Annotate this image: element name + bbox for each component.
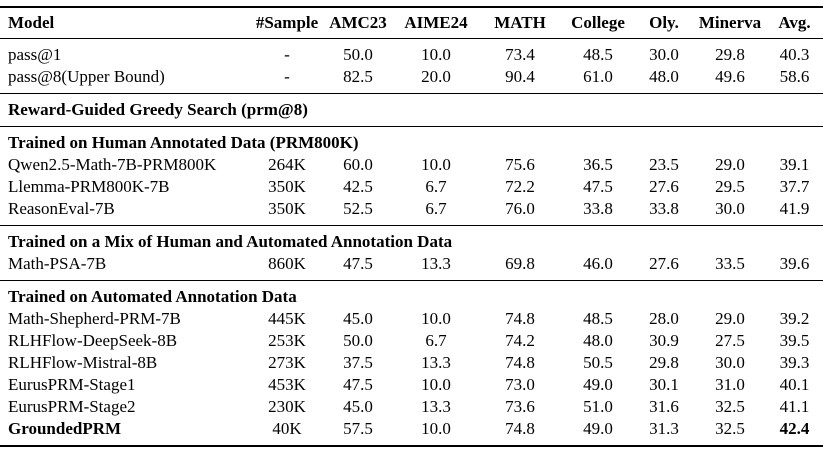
table-row — [0, 330, 823, 352]
score-cell: 10.0 — [421, 309, 451, 328]
section-mixed-annotation — [0, 226, 823, 281]
score-cell: 41.9 — [779, 199, 810, 218]
score-cell: 49.0 — [583, 419, 613, 438]
model-name-cell: Llemma-PRM800K-7B — [8, 177, 170, 196]
score-cell: 47.5 — [343, 375, 373, 394]
score-cell: 29.8 — [715, 45, 745, 64]
score-cell: 82.5 — [343, 67, 373, 86]
score-cell: 29.5 — [715, 177, 745, 196]
score-cell: 52.5 — [343, 199, 373, 218]
score-cell: 41.1 — [779, 397, 810, 416]
model-name-cell: pass@1 — [8, 45, 62, 64]
score-cell: 29.0 — [715, 155, 745, 174]
model-name-cell: GroundedPRM — [8, 419, 122, 438]
score-cell: 49.0 — [583, 375, 613, 394]
model-name-cell: ReasonEval-7B — [8, 199, 115, 218]
sample-count-cell: 860K — [268, 254, 306, 273]
score-cell: 72.2 — [505, 177, 535, 196]
score-cell: 30.0 — [715, 353, 745, 372]
score-cell: 50.0 — [343, 45, 373, 64]
table-row — [0, 352, 823, 374]
score-cell: 39.2 — [779, 309, 810, 328]
section-title-row — [0, 127, 823, 155]
section-automated-annotation — [0, 281, 823, 447]
score-cell: 73.6 — [505, 397, 535, 416]
score-cell: 48.5 — [583, 45, 613, 64]
column-header-sample: #Sample — [255, 13, 319, 32]
score-cell: 57.5 — [343, 419, 373, 438]
section-title-row — [0, 94, 823, 127]
score-cell: 76.0 — [505, 199, 535, 218]
score-cell: 39.5 — [779, 331, 810, 350]
score-cell: 69.8 — [505, 254, 535, 273]
sample-count-cell: 350K — [268, 199, 306, 218]
score-cell: 40.1 — [779, 375, 810, 394]
score-cell: 74.8 — [505, 419, 535, 438]
sample-count-cell: 253K — [268, 331, 306, 350]
sample-count-cell: - — [284, 67, 290, 86]
score-cell: 74.8 — [505, 353, 535, 372]
score-cell: 75.6 — [505, 155, 535, 174]
score-cell: 50.5 — [583, 353, 613, 372]
score-cell: 31.0 — [715, 375, 745, 394]
score-cell: 27.5 — [715, 331, 745, 350]
score-cell: 50.0 — [343, 331, 373, 350]
column-header-college: College — [571, 13, 625, 32]
score-cell: 48.0 — [649, 67, 679, 86]
score-cell: 13.3 — [421, 254, 451, 273]
score-cell: 36.5 — [583, 155, 613, 174]
sample-count-cell: 273K — [268, 353, 306, 372]
table-row — [0, 176, 823, 198]
score-cell: 29.0 — [715, 309, 745, 328]
score-cell: 30.0 — [715, 199, 745, 218]
score-cell: 13.3 — [421, 353, 451, 372]
score-cell: 30.9 — [649, 331, 679, 350]
column-header-aime24: AIME24 — [404, 13, 468, 32]
score-cell: 40.3 — [779, 45, 810, 64]
score-cell: 27.6 — [649, 254, 679, 273]
model-name-cell: Math-PSA-7B — [8, 254, 107, 273]
model-name-cell: Qwen2.5-Math-7B-PRM800K — [8, 155, 217, 174]
header-row — [0, 7, 823, 39]
column-header-oly: Oly. — [649, 13, 679, 32]
score-cell: 74.2 — [505, 331, 535, 350]
score-cell: 51.0 — [583, 397, 613, 416]
score-cell: 33.8 — [583, 199, 613, 218]
table-row — [0, 374, 823, 396]
score-cell: 33.8 — [649, 199, 679, 218]
score-cell: 6.7 — [425, 199, 447, 218]
score-cell: 42.5 — [343, 177, 373, 196]
model-name-cell: Math-Shepherd-PRM-7B — [8, 309, 181, 328]
score-cell: 30.1 — [649, 375, 679, 394]
score-cell: 48.0 — [583, 331, 613, 350]
score-cell: 46.0 — [583, 254, 613, 273]
sample-count-cell: 40K — [272, 419, 302, 438]
score-cell: 90.4 — [505, 67, 535, 86]
score-cell: 73.4 — [505, 45, 535, 64]
model-name-cell: EurusPRM-Stage2 — [8, 397, 136, 416]
column-header-amc23: AMC23 — [329, 13, 387, 32]
score-cell: 45.0 — [343, 397, 373, 416]
table-row — [0, 198, 823, 226]
baseline-section — [0, 39, 823, 94]
table-row — [0, 418, 823, 446]
score-cell: 6.7 — [425, 331, 447, 350]
score-cell: 39.3 — [779, 353, 810, 372]
score-cell: 29.8 — [649, 353, 679, 372]
sample-count-cell: - — [284, 45, 290, 64]
score-cell: 27.6 — [649, 177, 679, 196]
column-header-math: MATH — [494, 13, 546, 32]
table-header — [0, 7, 823, 39]
score-cell: 28.0 — [649, 309, 679, 328]
score-cell: 10.0 — [421, 419, 451, 438]
score-cell: 23.5 — [649, 155, 679, 174]
score-cell: 10.0 — [421, 155, 451, 174]
score-cell: 45.0 — [343, 309, 373, 328]
score-cell: 13.3 — [421, 397, 451, 416]
score-cell: 6.7 — [425, 177, 447, 196]
section-human-annotated — [0, 127, 823, 226]
score-cell: 74.8 — [505, 309, 535, 328]
score-cell: 37.7 — [779, 177, 810, 196]
score-cell: 32.5 — [715, 397, 745, 416]
score-cell: 58.6 — [779, 67, 810, 86]
table-row — [0, 39, 823, 67]
sample-count-cell: 453K — [268, 375, 306, 394]
score-cell: 39.6 — [779, 254, 810, 273]
table-row — [0, 308, 823, 330]
score-cell: 49.6 — [715, 67, 745, 86]
model-name-cell: RLHFlow-Mistral-8B — [8, 353, 158, 372]
score-cell: 31.6 — [649, 397, 679, 416]
table-row — [0, 253, 823, 281]
table-row — [0, 66, 823, 94]
model-name-cell: EurusPRM-Stage1 — [8, 375, 136, 394]
method-header-section — [0, 94, 823, 127]
score-cell: 31.3 — [649, 419, 679, 438]
column-header-minerva: Minerva — [698, 13, 762, 32]
score-cell: 10.0 — [421, 45, 451, 64]
score-cell: 73.0 — [505, 375, 535, 394]
section-title: Trained on Human Annotated Data (PRM800K) — [8, 133, 359, 152]
score-cell: 60.0 — [343, 155, 373, 174]
score-cell: 39.1 — [779, 155, 810, 174]
model-name-cell: RLHFlow-DeepSeek-8B — [8, 331, 178, 350]
benchmark-results-table — [0, 6, 823, 447]
score-cell: 37.5 — [343, 353, 373, 372]
score-cell: 32.5 — [715, 419, 745, 438]
score-cell: 61.0 — [583, 67, 613, 86]
section-title-row — [0, 226, 823, 254]
score-cell: 10.0 — [421, 375, 451, 394]
section-title: Trained on a Mix of Human and Automated Annotation Data — [8, 232, 453, 251]
section-title-row — [0, 281, 823, 309]
score-cell: 33.5 — [715, 254, 745, 273]
score-cell: 47.5 — [343, 254, 373, 273]
score-cell: 48.5 — [583, 309, 613, 328]
score-cell: 42.4 — [779, 419, 810, 438]
sample-count-cell: 230K — [268, 397, 306, 416]
sample-count-cell: 445K — [268, 309, 306, 328]
model-name-cell: pass@8(Upper Bound) — [8, 67, 165, 86]
score-cell: 47.5 — [583, 177, 613, 196]
table-row — [0, 396, 823, 418]
score-cell: 30.0 — [649, 45, 679, 64]
section-title: Trained on Automated Annotation Data — [8, 287, 297, 306]
sample-count-cell: 264K — [268, 155, 306, 174]
column-header-avg: Avg. — [778, 13, 811, 32]
sample-count-cell: 350K — [268, 177, 306, 196]
table-row — [0, 154, 823, 176]
score-cell: 20.0 — [421, 67, 451, 86]
section-title: Reward-Guided Greedy Search (prm@8) — [8, 100, 308, 119]
column-header-model: Model — [8, 13, 55, 32]
